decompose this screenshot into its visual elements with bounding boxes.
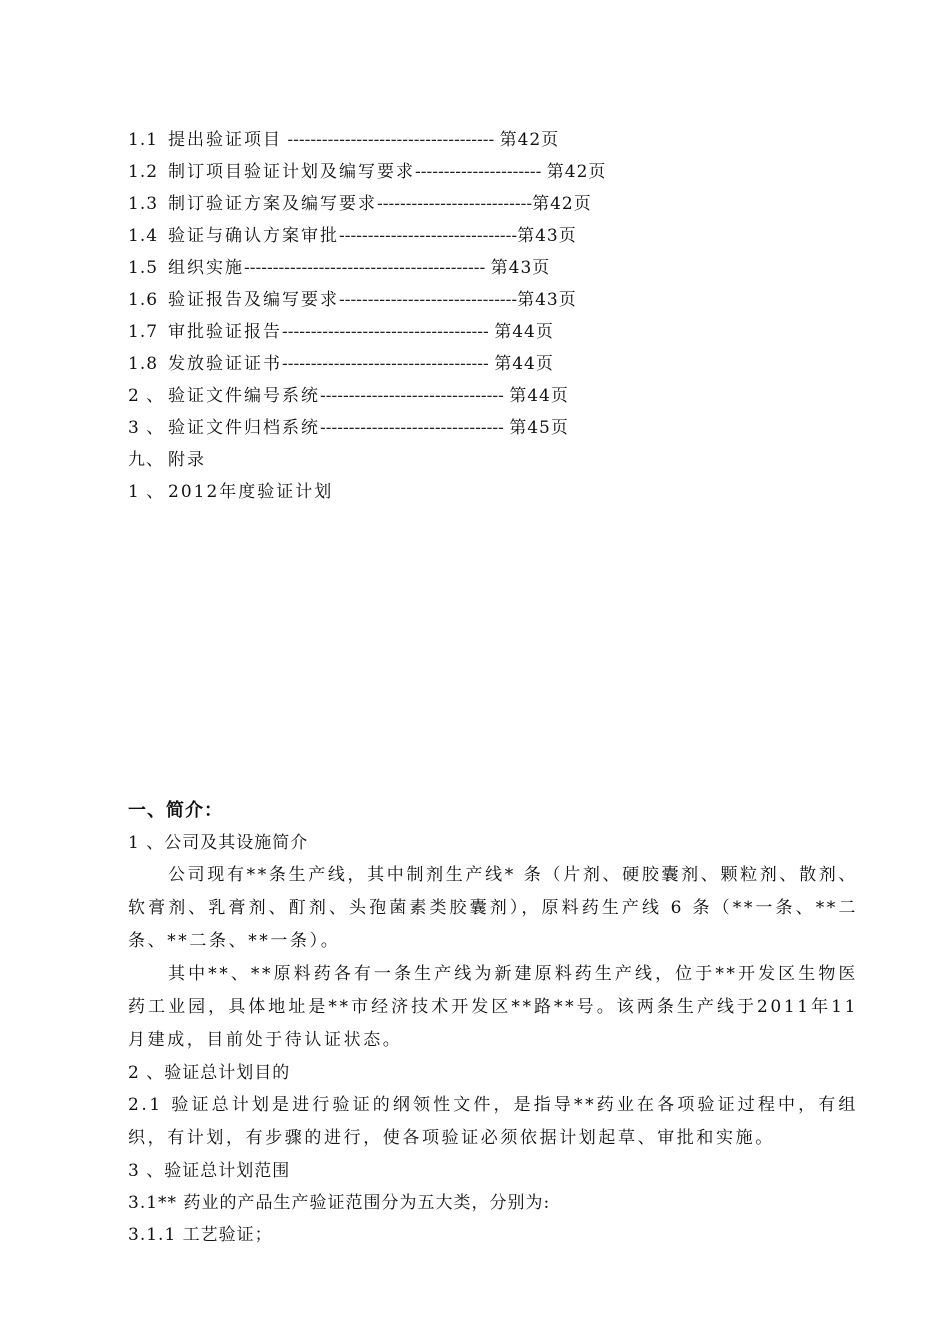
toc-page: 第44页 (494, 322, 554, 342)
paragraph: 2.1 验证总计划是进行验证的纲领性文件，是指导**药业在各项验证过程中，有组织，有计划，有步骤的进行，使各项验证必须依据计划起草、审批和实施。 (128, 1095, 858, 1148)
text-line: 3.1.1 工艺验证； (128, 1225, 273, 1245)
toc-dashes: ---------------------- (415, 162, 547, 182)
toc-entry (128, 284, 748, 316)
toc-num: 1 、 (128, 482, 165, 502)
paragraph: 公司现有**条生产线，其中制剂生产线* 条（片剂、硬胶囊剂、颗粒剂、散剂、软膏剂、乳膏剂、酊剂、头孢菌素类胶囊剂），原料药生产线 6 条（**一条、**二条、**二条、**一条）。 (128, 865, 858, 951)
toc-page: 第42页 (499, 130, 560, 150)
toc-dashes: -------------------------------- (320, 418, 510, 438)
toc-dashes: ------------------------------------ (282, 130, 500, 150)
toc-page: 第43页 (517, 290, 577, 310)
toc-entry (128, 188, 748, 220)
toc-title: 2012年度验证计划 (168, 482, 334, 502)
toc-entry (128, 316, 748, 348)
toc-title: 组织实施 (168, 258, 244, 278)
toc-title: 验证与确认方案审批 (168, 226, 339, 246)
toc-dashes: -------------------------------- (320, 386, 510, 406)
toc-num: 1.1 (128, 130, 159, 150)
toc-num: 1.4 (128, 226, 159, 246)
toc-dashes: ------------------------------------ (282, 354, 495, 374)
toc-entry (128, 380, 748, 412)
toc-title: 附录 (168, 450, 206, 470)
toc-title: 制订项目验证计划及编写要求 (168, 162, 415, 182)
subsection-title: 1 、公司及其设施简介 (128, 833, 309, 853)
subsection-title: 3 、验证总计划范围 (128, 1161, 291, 1181)
toc-dashes: ------------------------------- (339, 226, 518, 246)
toc-num: 2 、 (128, 386, 165, 406)
toc-entry (128, 476, 748, 508)
toc-page: 第44页 (494, 354, 554, 374)
toc-title: 验证文件编号系统 (168, 386, 320, 406)
toc-page: 第44页 (509, 386, 569, 406)
toc-num: 1.5 (128, 258, 159, 278)
toc-num: 1.7 (128, 322, 159, 342)
toc-entry (128, 412, 748, 444)
toc-entry (128, 444, 748, 476)
text-line: 3.1** 药业的产品生产验证范围分为五大类，分别为: (128, 1193, 551, 1213)
toc-title: 制订验证方案及编写要求 (168, 194, 377, 214)
toc-entry (128, 124, 748, 156)
toc-page: 第43页 (517, 226, 577, 246)
toc-title: 验证文件归档系统 (168, 418, 320, 438)
toc-num: 1.3 (128, 194, 159, 214)
toc-title: 审批验证报告 (168, 322, 282, 342)
toc-dashes: ------------------------------- (339, 290, 518, 310)
toc-title: 发放验证证书 (168, 354, 282, 374)
toc-num: 3 、 (128, 418, 165, 438)
toc-page: 第42页 (546, 162, 607, 182)
section-heading: 一、简介： (128, 800, 223, 821)
toc-num: 1.6 (128, 290, 159, 310)
toc-num: 1.2 (128, 162, 159, 182)
toc-page: 第42页 (532, 194, 592, 214)
toc-entry (128, 220, 748, 252)
paragraph: 其中**、**原料药各有一条生产线为新建原料药生产线，位于**开发区生物医药工业园，具体地址是**市经济技术开发区**路**号。该两条生产线于2011年11月建成，目前处于待认证状态。 (128, 964, 858, 1050)
toc-title: 验证报告及编写要求 (168, 290, 339, 310)
toc-dashes: ------------------------------------ (282, 322, 495, 342)
toc-entry (128, 252, 748, 284)
toc-dashes: ------------------------------------------ (244, 258, 491, 278)
toc-entry (128, 156, 748, 188)
toc-title: 提出验证项目 (168, 130, 282, 150)
table-of-contents (128, 124, 748, 508)
introduction-section (128, 795, 858, 1251)
subsection-title: 2 、验证总计划目的 (128, 1063, 291, 1083)
toc-num: 九、 (128, 450, 164, 470)
toc-page: 第45页 (509, 418, 569, 438)
toc-entry (128, 348, 748, 380)
toc-dashes: --------------------------- (377, 194, 533, 214)
toc-num: 1.8 (128, 354, 159, 374)
toc-page: 第43页 (490, 258, 551, 278)
